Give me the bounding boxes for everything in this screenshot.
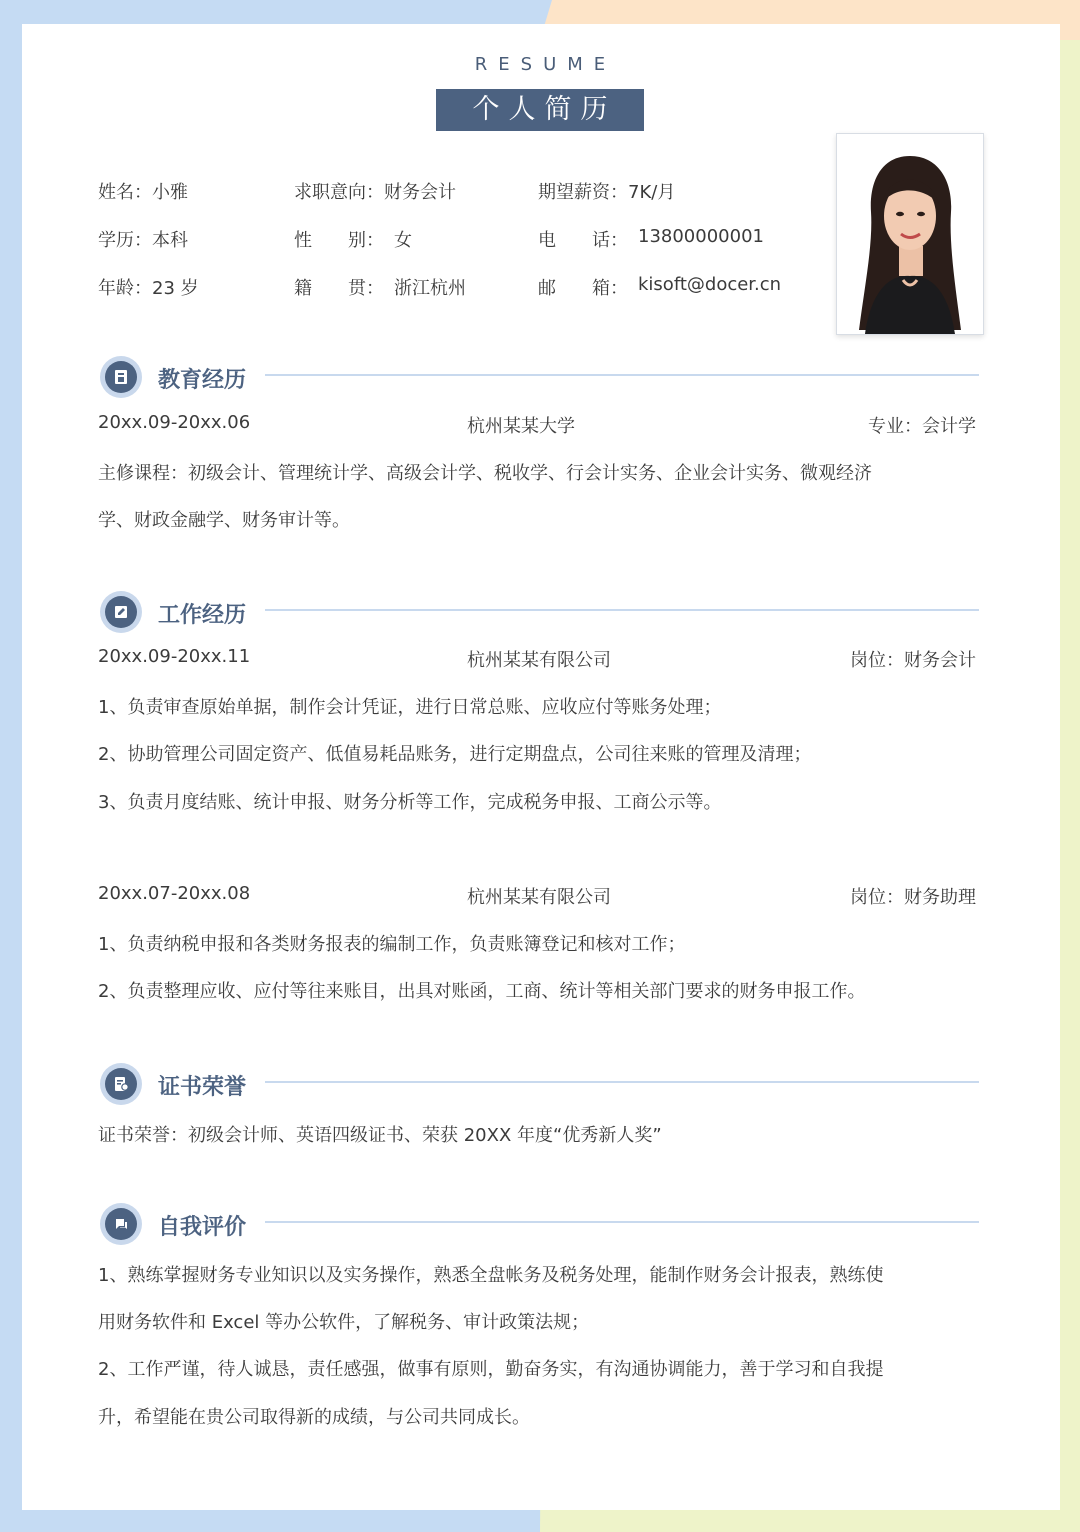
name-field: 姓名：小雅 [98, 182, 188, 203]
education-section-icon [100, 356, 142, 398]
certificates-section-icon [100, 1063, 142, 1105]
job-company: 杭州某某有限公司 [467, 887, 611, 908]
education-major: 专业：会计学 [868, 416, 976, 437]
education-section-title: 教育经历 [158, 368, 247, 393]
phone-value: 13800000001 [638, 226, 764, 247]
self-eval-line: 升，希望能在贵公司取得新的成绩，与公司共同成长。 [98, 1407, 530, 1428]
self-eval-line: 用财务软件和 Excel 等办公软件，了解税务、审计政策法规； [98, 1312, 590, 1333]
email-value: kisoft@docer.cn [638, 274, 782, 295]
section-divider [265, 1221, 979, 1223]
job-intent-field: 求职意向：财务会计 [294, 182, 456, 203]
job-position: 岗位：财务助理 [850, 887, 976, 908]
job-duty: 3、负责月度结账、统计申报、财务分析等工作，完成税务申报、工商公示等。 [98, 792, 722, 813]
job-period: 20xx.07-20xx.08 [98, 883, 251, 904]
education-school: 杭州某某大学 [467, 416, 575, 437]
certificates-section-title: 证书荣誉 [158, 1075, 247, 1100]
job-position: 岗位：财务会计 [850, 650, 976, 671]
expected-salary-field: 期望薪资：7K/月 [538, 182, 676, 203]
job-duty: 1、负责纳税申报和各类财务报表的编制工作，负责账簿登记和核对工作； [98, 934, 686, 955]
book-icon [112, 368, 130, 386]
certificate-icon [112, 1075, 130, 1093]
phone-label: 电 话： [538, 230, 628, 251]
education-courses-line: 主修课程：初级会计、管理统计学、高级会计学、税收学、行会计实务、企业会计实务、微观经济 [98, 463, 872, 484]
hometown-value: 浙江杭州 [394, 278, 466, 299]
job-duty: 2、协助管理公司固定资产、低值易耗品账务，进行定期盘点，公司往来账的管理及清理； [98, 744, 812, 765]
profile-photo [836, 133, 984, 335]
self-eval-line: 1、熟练掌握财务专业知识以及实务操作，熟悉全盘帐务及税务处理，能制作财务会计报表，熟练使 [98, 1265, 884, 1286]
self-eval-section-icon [100, 1203, 142, 1245]
edit-icon [112, 603, 130, 621]
education-courses-line: 学、财政金融学、财务审计等。 [98, 510, 350, 531]
section-divider [265, 374, 979, 376]
work-section-title: 工作经历 [158, 603, 247, 628]
job-period: 20xx.09-20xx.11 [98, 646, 251, 667]
education-period: 20xx.09-20xx.06 [98, 412, 251, 433]
gender-label: 性 别： [294, 230, 384, 251]
resume-title: 个人简历 [436, 89, 644, 131]
resume-english-title: RESUME [474, 54, 617, 75]
job-duty: 1、负责审查原始单据，制作会计凭证，进行日常总账、应收应付等账务处理； [98, 697, 722, 718]
job-company: 杭州某某有限公司 [467, 650, 611, 671]
job-duty: 2、负责整理应收、应付等往来账目，出具对账函，工商、统计等相关部门要求的财务申报工作。 [98, 981, 866, 1002]
section-divider [265, 609, 979, 611]
certificates-text: 证书荣誉：初级会计师、英语四级证书、荣获 20XX 年度“优秀新人奖” [98, 1125, 662, 1146]
hometown-label: 籍 贯： [294, 278, 384, 299]
gender-value: 女 [394, 230, 412, 251]
portrait-image [837, 134, 983, 334]
work-section-icon [100, 591, 142, 633]
education-level-field: 学历：本科 [98, 230, 188, 251]
section-divider [265, 1081, 979, 1083]
chat-icon [112, 1215, 130, 1233]
age-field: 年龄：23 岁 [98, 278, 199, 299]
self-eval-line: 2、工作严谨，待人诚恳，责任感强，做事有原则，勤奋务实，有沟通协调能力，善于学习和自我提 [98, 1359, 884, 1380]
self-eval-section-title: 自我评价 [158, 1215, 247, 1240]
email-label: 邮 箱： [538, 278, 628, 299]
